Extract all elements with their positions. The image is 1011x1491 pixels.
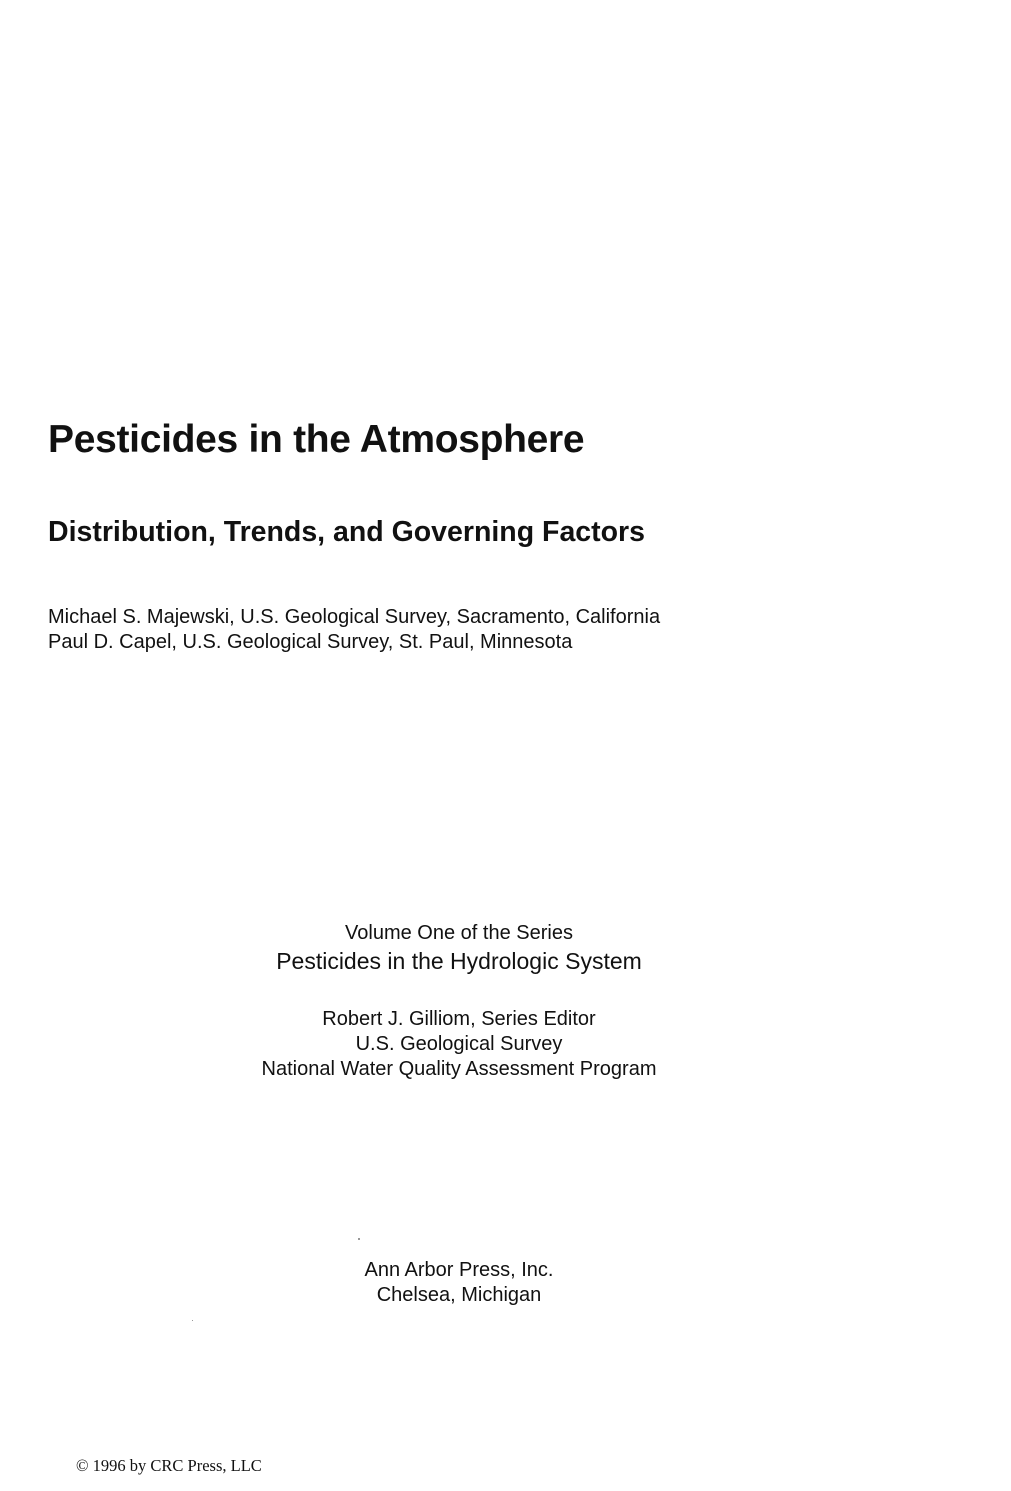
editor-agency: U.S. Geological Survey (355, 1033, 563, 1055)
publisher-location: Chelsea, Michigan (376, 1284, 542, 1306)
series-name: Pesticides in the Hydrologic System (276, 948, 642, 974)
publisher-block (0, 1258, 918, 1308)
author-list (48, 605, 660, 655)
book-subtitle: Distribution, Trends, and Governing Factors (48, 516, 645, 548)
publisher-name: Ann Arbor Press, Inc. (364, 1259, 554, 1281)
author-line: Michael S. Majewski, U.S. Geological Survey, Sacramento, California (48, 606, 661, 628)
author-line: Paul D. Capel, U.S. Geological Survey, St. Paul, Minnesota (48, 631, 573, 653)
book-title: Pesticides in the Atmosphere (48, 418, 585, 461)
editor-program: National Water Quality Assessment Program (261, 1058, 657, 1080)
editor-block (0, 1007, 918, 1082)
series-volume-line: Volume One of the Series (345, 922, 573, 944)
series-block (0, 921, 918, 976)
copyright-notice: © 1996 by CRC Press, LLC (76, 1456, 262, 1475)
editor-name: Robert J. Gilliom, Series Editor (322, 1008, 596, 1030)
scan-speck (358, 1238, 360, 1240)
scan-speck (192, 1320, 193, 1321)
